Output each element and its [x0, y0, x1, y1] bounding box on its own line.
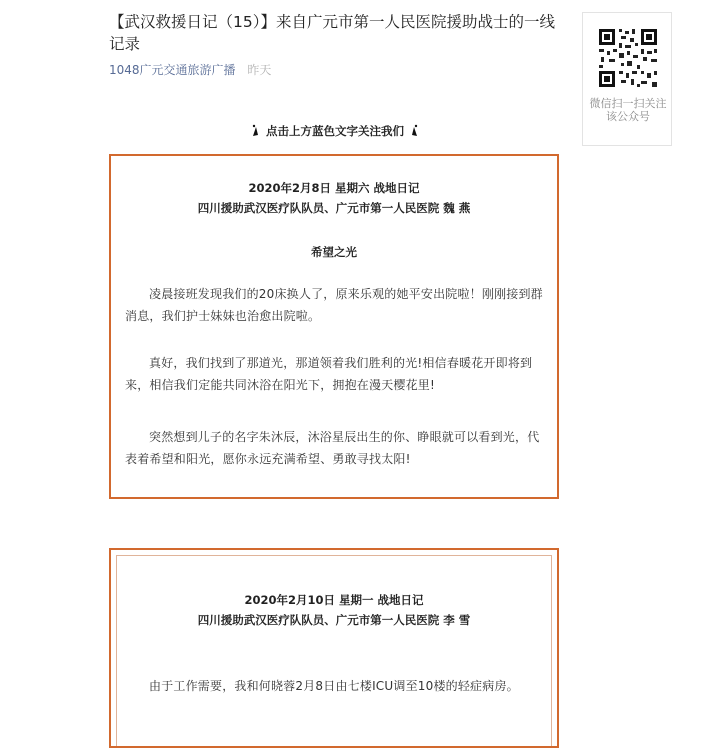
qr-caption: 微信扫一扫关注该公众号: [589, 97, 667, 123]
publish-date: 昨天: [247, 63, 272, 77]
article-meta: [109, 61, 271, 78]
follow-banner-text: 点击上方蓝色文字关注我们: [266, 124, 404, 138]
entry-date-line: 2020年2月8日 星期六 战地日记: [248, 181, 420, 195]
diary-entry-card: [109, 154, 559, 499]
entry-date-line: 2020年2月10日 星期一 战地日记: [244, 593, 424, 607]
account-link[interactable]: 1048广元交通旅游广播: [109, 63, 236, 77]
entry-subtitle: 希望之光: [311, 245, 357, 259]
entry-paragraph: 真好，我们找到了那道光，那道领着我们胜利的光!相信春暖花开即将到来，相信我们定能共同沐浴在阳光下，拥抱在漫天樱花里!: [125, 356, 533, 392]
entry-author-line: 四川援助武汉医疗队队员、广元市第一人民医院 魏 燕: [197, 201, 471, 215]
entry-author-line: 四川援助武汉医疗队队员、广元市第一人民医院 李 雪: [197, 613, 471, 627]
diary-entry-card: [109, 548, 559, 748]
entry-paragraph: 突然想到儿子的名字朱沐辰，沐浴星辰出生的你、睁眼就可以看到光，代表着希望和阳光，愿你永远充满希望、勇敢寻找太阳!: [125, 430, 540, 466]
article-title: 【武汉救援日记（15）】来自广元市第一人民医院援助战士的一线记录: [109, 13, 555, 53]
sparkle-left-icon: [251, 124, 263, 138]
card-inner-frame: [116, 555, 552, 746]
entry-paragraph: 由于工作需要，我和何晓蓉2月8日由七楼ICU调至10楼的轻症病房。: [149, 679, 519, 693]
qr-code-icon: [597, 27, 659, 89]
qr-card: [582, 12, 672, 146]
sparkle-right-icon: [407, 124, 419, 138]
entry-paragraph: 凌晨接班发现我们的20床换人了，原来乐观的她平安出院啦！刚刚接到群消息，我们护士妹妹也治愈出院啦。: [125, 287, 543, 323]
follow-banner[interactable]: [230, 121, 440, 141]
